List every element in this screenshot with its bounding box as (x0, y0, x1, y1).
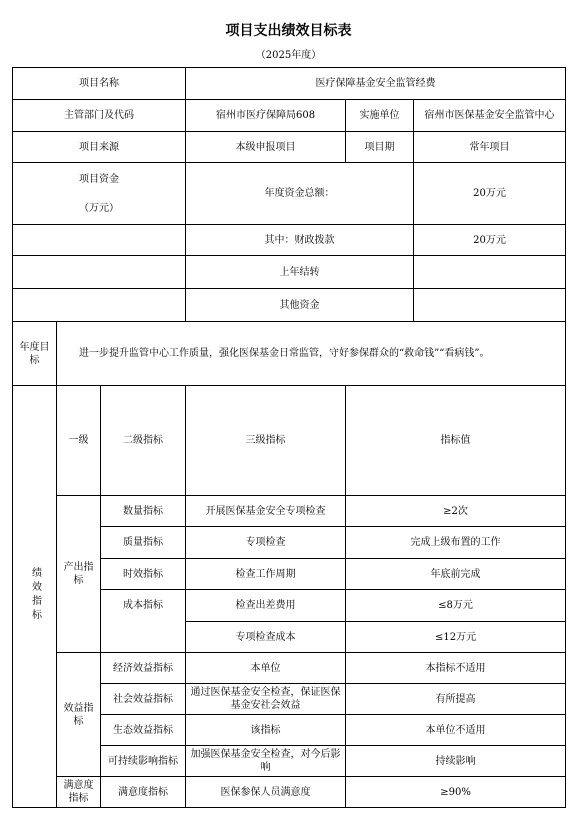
funds-label-line1: 项目资金 (79, 173, 120, 185)
benefit-level3: 该指标 (186, 715, 346, 746)
output-level3: 检查工作周期 (186, 559, 346, 590)
output-value: 年底前完成 (346, 559, 566, 590)
performance-section-text: 绩效指标 (29, 566, 41, 623)
period-label: 项目期 (346, 132, 414, 163)
performance-section-label (13, 386, 57, 808)
form-year: （2025年度） (255, 50, 322, 61)
benefit-level2: 社会效益指标 (101, 684, 186, 715)
fiscal-label: 其中：财政拨款 (186, 225, 414, 256)
output-value: ≥2次 (346, 496, 566, 527)
total-value: 20万元 (414, 163, 566, 225)
benefit-value: 本单位不适用 (346, 715, 566, 746)
satisfaction-level3: 医保参保人员满意度 (186, 777, 346, 808)
dept-value: 宿州市医疗保障局608 (186, 100, 346, 132)
row-fiscal (13, 225, 566, 256)
row-funds-total (13, 163, 566, 225)
output-level3: 开展医保基金安全专项检查 (186, 496, 346, 527)
row-department (13, 100, 566, 132)
benefit-level3: 加强医保基金安全检查，对今后影响 (186, 746, 346, 777)
output-level3: 检查出差费用 (186, 590, 346, 622)
row-carryover (13, 256, 566, 289)
benefit-level3: 本单位 (186, 653, 346, 684)
funds-blank-1 (13, 225, 186, 256)
satisfaction-value: ≥90% (346, 777, 566, 808)
funds-label-line2: （万元） (79, 202, 120, 214)
header-level3: 三级指标 (186, 386, 346, 496)
annual-label: 年度目标 (13, 322, 57, 386)
output-level2: 成本指标 (101, 590, 186, 622)
output-level2: 时效指标 (101, 559, 186, 590)
project-name-label: 项目名称 (13, 68, 186, 100)
output-value: ≤8万元 (346, 590, 566, 622)
carryover-value (414, 256, 566, 289)
table-row (13, 653, 566, 684)
table-row (13, 777, 566, 808)
other-label: 其他资金 (186, 289, 414, 322)
benefit-label: 效益指标 (57, 653, 101, 777)
benefit-level2: 可持续影响指标 (101, 746, 186, 777)
source-value: 本级申报项目 (186, 132, 346, 163)
carryover-label: 上年结转 (186, 256, 414, 289)
project-name-value: 医疗保障基金安全监管经费 (186, 68, 566, 100)
impl-value: 宿州市医保基金安全监管中心 (414, 100, 566, 132)
output-level3: 专项检查成本 (186, 622, 346, 653)
output-value: 完成上级布置的工作 (346, 527, 566, 559)
output-level3: 专项检查 (186, 527, 346, 559)
table-row (13, 496, 566, 527)
funds-blank-2 (13, 256, 186, 289)
funds-label (13, 163, 186, 225)
header-level1: 一级 (57, 386, 101, 496)
impl-label: 实施单位 (346, 100, 414, 132)
benefit-value: 持续影响 (346, 746, 566, 777)
benefit-level3: 通过医保基金安全检查，保证医保基金安社会效益 (186, 684, 346, 715)
source-label: 项目来源 (13, 132, 186, 163)
header-level2: 二级指标 (101, 386, 186, 496)
annual-text: 进一步提升监管中心工作质量，强化医保基金日常监管，守好参保群众的“救命钱”“看病钱”。 (57, 322, 566, 386)
form-title: 项目支出绩效目标表 (225, 23, 352, 39)
benefit-level2: 生态效益指标 (101, 715, 186, 746)
benefit-level2: 经济效益指标 (101, 653, 186, 684)
output-level2: 数量指标 (101, 496, 186, 527)
benefit-value: 本指标不适用 (346, 653, 566, 684)
output-level2: 质量指标 (101, 527, 186, 559)
row-project-name (13, 68, 566, 100)
satisfaction-label: 满意度指标 (57, 777, 101, 808)
output-label: 产出指标 (57, 496, 101, 653)
period-value: 常年项目 (414, 132, 566, 163)
dept-label: 主管部门及代码 (13, 100, 186, 132)
total-label: 年度资金总额： (186, 163, 414, 225)
target-table (12, 67, 566, 808)
benefit-value: 有所提高 (346, 684, 566, 715)
other-value (414, 289, 566, 322)
fiscal-value: 20万元 (414, 225, 566, 256)
row-other (13, 289, 566, 322)
output-level2 (101, 622, 186, 653)
satisfaction-level2: 满意度指标 (101, 777, 186, 808)
row-indicator-header (13, 386, 566, 496)
row-annual-target (13, 322, 566, 386)
funds-blank-3 (13, 289, 186, 322)
row-source (13, 132, 566, 163)
output-value: ≤12万元 (346, 622, 566, 653)
header-value: 指标值 (346, 386, 566, 496)
